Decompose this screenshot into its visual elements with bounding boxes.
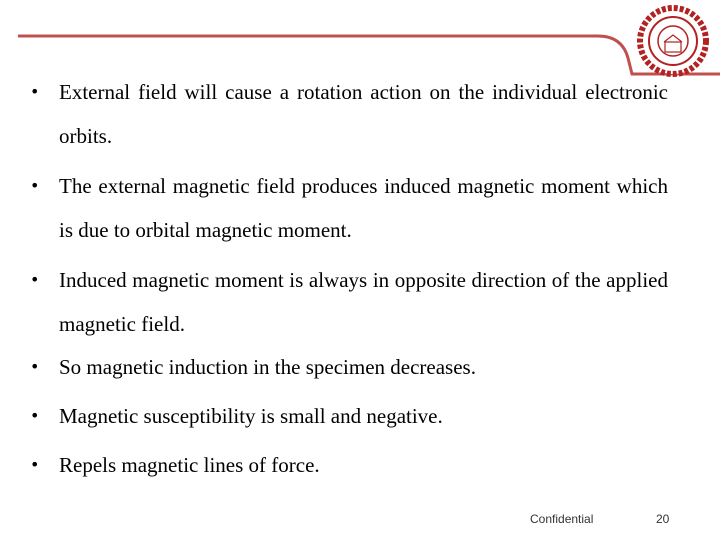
header-divider-line [0, 0, 720, 80]
bullet-list [28, 70, 668, 499]
footer-confidential-label: Confidential [530, 512, 594, 526]
bullet-item: • Induced magnetic moment is always in opposite direction of the applied magnetic field. [28, 258, 668, 346]
page-number: 20 [656, 512, 670, 526]
university-seal-icon [636, 4, 710, 78]
bullet-item: • External field will cause a rotation action on the individual electronic orbits. [28, 70, 668, 158]
bullet-item: • Repels magnetic lines of force. [28, 450, 668, 480]
bullet-item: • So magnetic induction in the specimen decreases. [28, 352, 668, 382]
bullet-item: • The external magnetic field produces induced magnetic moment which is due to orbital magnetic moment. [28, 164, 668, 252]
bullet-item: • Magnetic susceptibility is small and negative. [28, 401, 668, 431]
